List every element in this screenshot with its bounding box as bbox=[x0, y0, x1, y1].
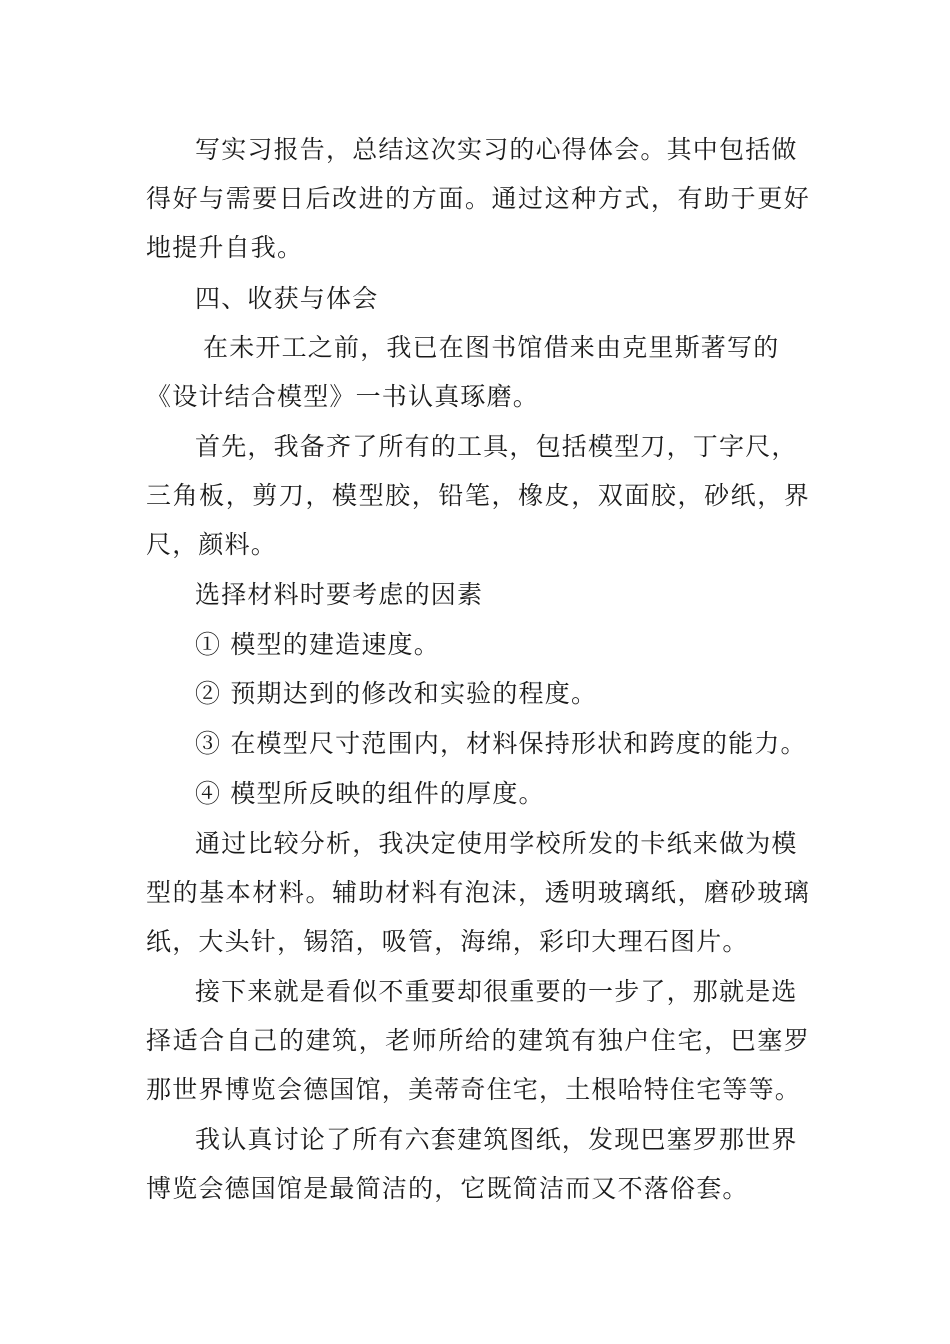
list-item: ③ 在模型尺寸范围内，材料保持形状和跨度的能力。 bbox=[195, 729, 807, 758]
paragraph-6-line-1: 我认真讨论了所有六套建筑图纸，发现巴塞罗那世界 bbox=[195, 1125, 798, 1154]
paragraph-2-line-2: 《设计结合模型》一书认真琢磨。 bbox=[146, 382, 540, 411]
list-item: ④ 模型所反映的组件的厚度。 bbox=[195, 779, 545, 808]
paragraph-3-line-1: 首先，我备齐了所有的工具，包括模型刀，丁字尺， bbox=[195, 432, 798, 461]
paragraph-4-line-2: 型的基本材料。辅助材料有泡沫，透明玻璃纸，磨砂玻璃 bbox=[146, 878, 810, 907]
section-heading: 四、收获与体会 bbox=[195, 284, 379, 313]
paragraph-5-line-2: 择适合自己的建筑，老师所给的建筑有独户住宅，巴塞罗 bbox=[146, 1026, 810, 1055]
paragraph-6-line-2: 博览会德国馆是最简洁的，它既简洁而又不落俗套。 bbox=[146, 1174, 749, 1203]
list-item: ② 预期达到的修改和实验的程度。 bbox=[195, 679, 598, 708]
paragraph-4-line-1: 通过比较分析，我决定使用学校所发的卡纸来做为模 bbox=[195, 829, 798, 858]
paragraph-5-line-1: 接下来就是看似不重要却很重要的一步了，那就是选 bbox=[195, 977, 798, 1006]
list-item: ① 模型的建造速度。 bbox=[195, 630, 440, 659]
paragraph-3-line-2: 三角板，剪刀，模型胶，铅笔，橡皮，双面胶，砂纸，界 bbox=[146, 481, 810, 510]
paragraph-1-line-3: 地提升自我。 bbox=[146, 233, 304, 262]
paragraph-4-line-3: 纸，大头针，锡箔，吸管，海绵，彩印大理石图片。 bbox=[146, 927, 749, 956]
paragraph-1-line-1: 写实习报告，总结这次实习的心得体会。其中包括做 bbox=[195, 135, 798, 164]
paragraph-5-line-3: 那世界博览会德国馆，美蒂奇住宅，土根哈特住宅等等。 bbox=[146, 1075, 802, 1104]
paragraph-3-line-3: 尺，颜料。 bbox=[146, 530, 278, 559]
paragraph-1-line-2: 得好与需要日后改进的方面。通过这种方式，有助于更好 bbox=[146, 184, 810, 213]
paragraph-2-line-1: 在未开工之前，我已在图书馆借来由克里斯著写的 bbox=[203, 333, 780, 362]
factors-heading: 选择材料时要考虑的因素 bbox=[195, 580, 484, 609]
